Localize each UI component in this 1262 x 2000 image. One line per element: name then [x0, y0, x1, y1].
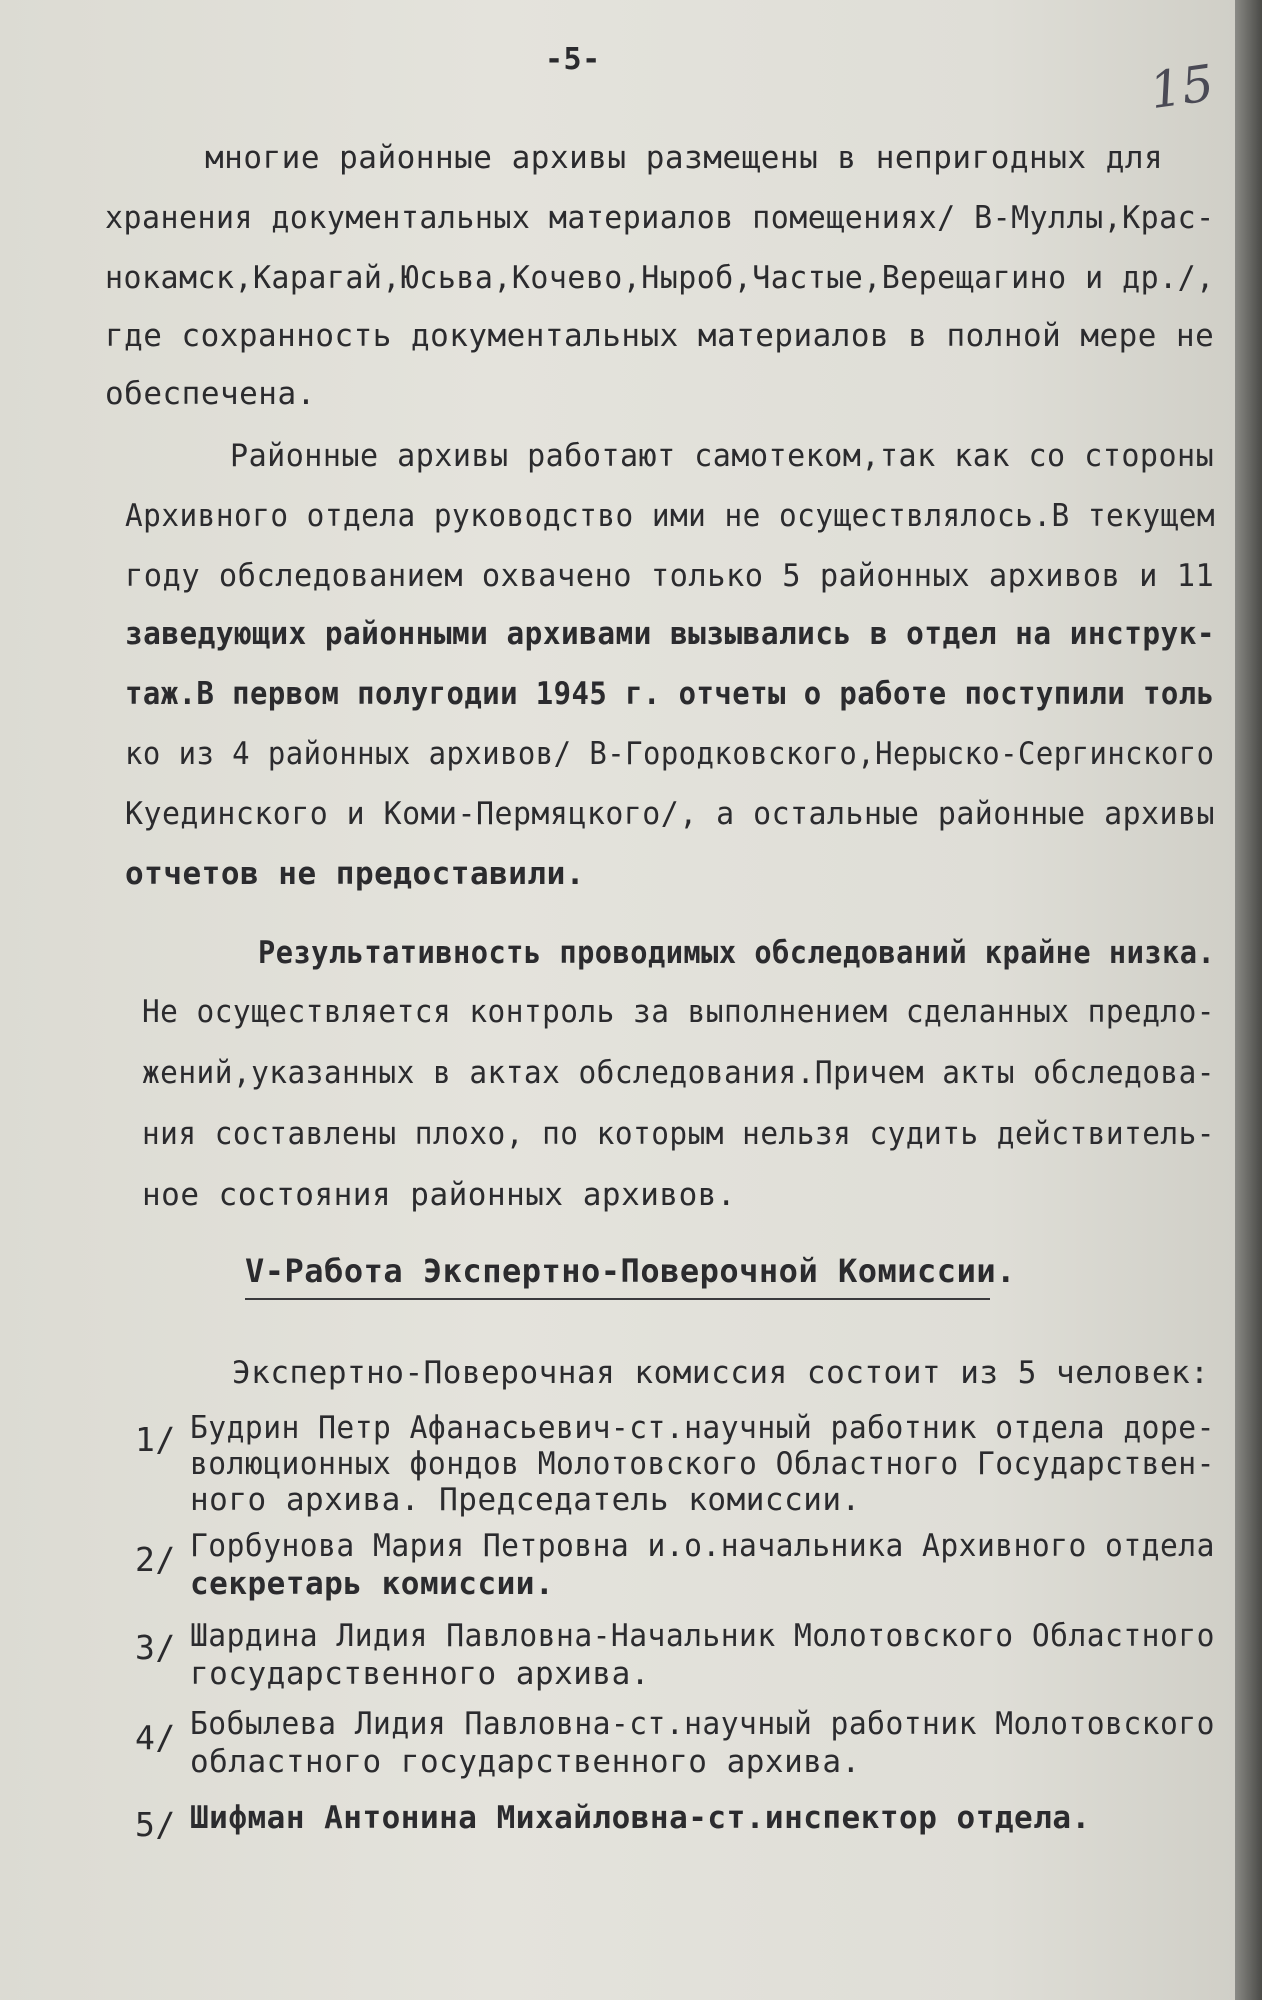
paragraph-line: Куединского и Коми-Пермяцкого/, а остальные районные архивы [125, 796, 1215, 832]
list-item-number: 3/ [135, 1628, 176, 1667]
paragraph-line: ко из 4 районных архивов/ В-Городковского,Нерыско-Сергинского [125, 736, 1215, 772]
paragraph-line: отчетов не предоставили. [125, 856, 585, 892]
paragraph-line: Результативность проводимых обследований крайне низка. [258, 935, 1216, 971]
list-item-number: 1/ [135, 1420, 176, 1459]
list-item-line: ного архива. Председатель комиссии. [190, 1482, 861, 1518]
paragraph-line: Районные архивы работают самотеком,так как со стороны [230, 438, 1215, 474]
page-number: -5- [545, 42, 601, 77]
paragraph-line: году обследованием охвачено только 5 районных архивов и 11 [125, 558, 1215, 594]
list-item-line: государственного архива. [190, 1656, 650, 1692]
paragraph-line: таж.В первом полугодии 1945 г. отчеты о работе поступили толь [125, 676, 1215, 712]
list-item-line: Бобылева Лидия Павловна-ст.научный работник Молотовского [190, 1706, 1215, 1742]
paragraph-line: многие районные архивы размещены в непригодных для [205, 140, 1164, 176]
paragraph-line: Не осуществляется контроль за выполнением сделанных предло- [142, 994, 1215, 1030]
heading-underline [245, 1298, 990, 1300]
list-item-line: секретарь комиссии. [190, 1566, 555, 1602]
paragraph-line: обеспечена. [105, 376, 316, 412]
section-heading: V-Работа Экспертно-Поверочной Комиссии. [245, 1252, 1016, 1290]
paragraph-line: ное состояния районных архивов. [142, 1177, 737, 1213]
list-item-line: областного государственного архива. [190, 1744, 861, 1780]
paragraph-line: заведующих районными архивами вызывались в отдел на инструк- [125, 616, 1216, 652]
paragraph-line: жений,указанных в актах обследования.Причем акты обследова- [142, 1055, 1215, 1091]
paragraph-line: Архивного отдела руководство ими не осуществлялось.В текущем [125, 498, 1216, 534]
list-item-line: Горбунова Мария Петровна и.о.начальника Архивного отдела [190, 1528, 1215, 1564]
list-item-line: волюционных фондов Молотовского Областного Государствен- [190, 1446, 1215, 1482]
paragraph-line: нокамск,Карагай,Юсьва,Кочево,Ныроб,Частые,Верещагино и др./, [105, 260, 1215, 296]
commission-intro: Экспертно-Поверочная комиссия состоит из 5 человек: [232, 1355, 1210, 1391]
list-item-number: 4/ [135, 1718, 176, 1757]
list-item-number: 5/ [135, 1805, 176, 1844]
paragraph-line: где сохранность документальных материалов в полной мере не [105, 318, 1215, 354]
list-item-line: Шардина Лидия Павловна-Начальник Молотовского Областного [190, 1618, 1215, 1654]
list-item-line: Шифман Антонина Михайловна-ст.инспектор отдела. [190, 1800, 1091, 1836]
list-item-number: 2/ [135, 1540, 176, 1579]
paragraph-line: ния составлены плохо, по которым нельзя судить действитель- [142, 1116, 1215, 1152]
page-edge-shadow [1235, 0, 1262, 2000]
list-item-line: Будрин Петр Афанасьевич-ст.научный работник отдела доре- [190, 1410, 1215, 1446]
paragraph-line: хранения документальных материалов помещениях/ В-Муллы,Крас- [105, 200, 1215, 236]
folio-number-handwritten: 15 [1146, 53, 1218, 121]
